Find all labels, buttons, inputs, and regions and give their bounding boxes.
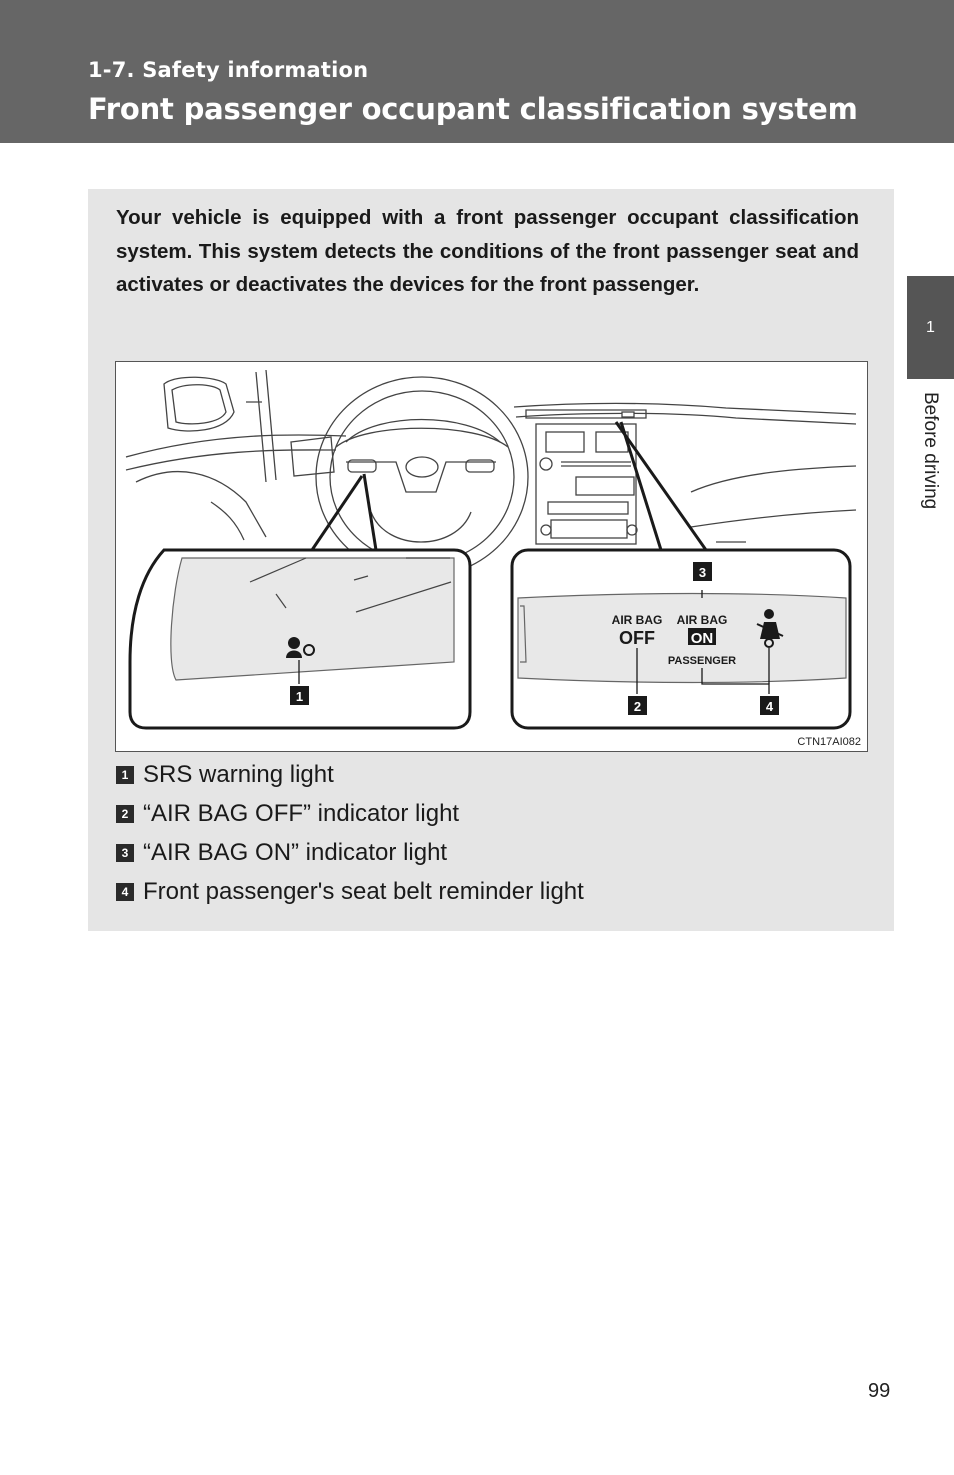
legend-text: SRS warning light xyxy=(143,760,334,788)
page-title: Front passenger occupant classification system xyxy=(88,92,858,126)
legend-item xyxy=(116,833,584,872)
chapter-tab[interactable] xyxy=(907,276,954,379)
page-header xyxy=(0,0,954,143)
figure-code: CTN17AI082 xyxy=(797,736,861,748)
on-label: ON xyxy=(690,630,714,647)
air-bag-off-label: AIR BAG xyxy=(611,613,663,627)
section-label: 1-7. Safety information xyxy=(88,58,369,82)
legend-list xyxy=(116,755,584,911)
dashboard-drawing xyxy=(116,362,867,751)
chapter-tab-number: 1 xyxy=(926,318,935,336)
intro-text: Your vehicle is equipped with a front passenger occupant classification system. This system detects the conditions of the front passenger seat and activates or deactivates the devices for the front passenger. xyxy=(116,206,859,296)
air-bag-on-label: AIR BAG xyxy=(676,613,728,627)
legend-item xyxy=(116,755,584,794)
page-number: 99 xyxy=(868,1380,891,1402)
off-label: OFF xyxy=(619,628,655,648)
dashboard-illustration xyxy=(115,361,868,752)
legend-number: 1 xyxy=(116,766,134,784)
legend-text: “AIR BAG ON” indicator light xyxy=(143,838,448,866)
passenger-label: PASSENGER xyxy=(667,655,737,667)
content-box xyxy=(88,189,894,931)
legend-item xyxy=(116,872,584,911)
callout-4: 4 xyxy=(765,699,774,714)
legend-text: “AIR BAG OFF” indicator light xyxy=(143,799,460,827)
chapter-tab-label: Before driving xyxy=(920,392,941,510)
callout-3: 3 xyxy=(698,565,707,580)
legend-text: Front passenger's seat belt reminder light xyxy=(143,877,584,905)
legend-number: 4 xyxy=(116,883,134,901)
legend-number: 2 xyxy=(116,805,134,823)
callout-1: 1 xyxy=(295,689,304,704)
callout-2: 2 xyxy=(633,699,642,714)
legend-number: 3 xyxy=(116,844,134,862)
legend-item xyxy=(116,794,584,833)
